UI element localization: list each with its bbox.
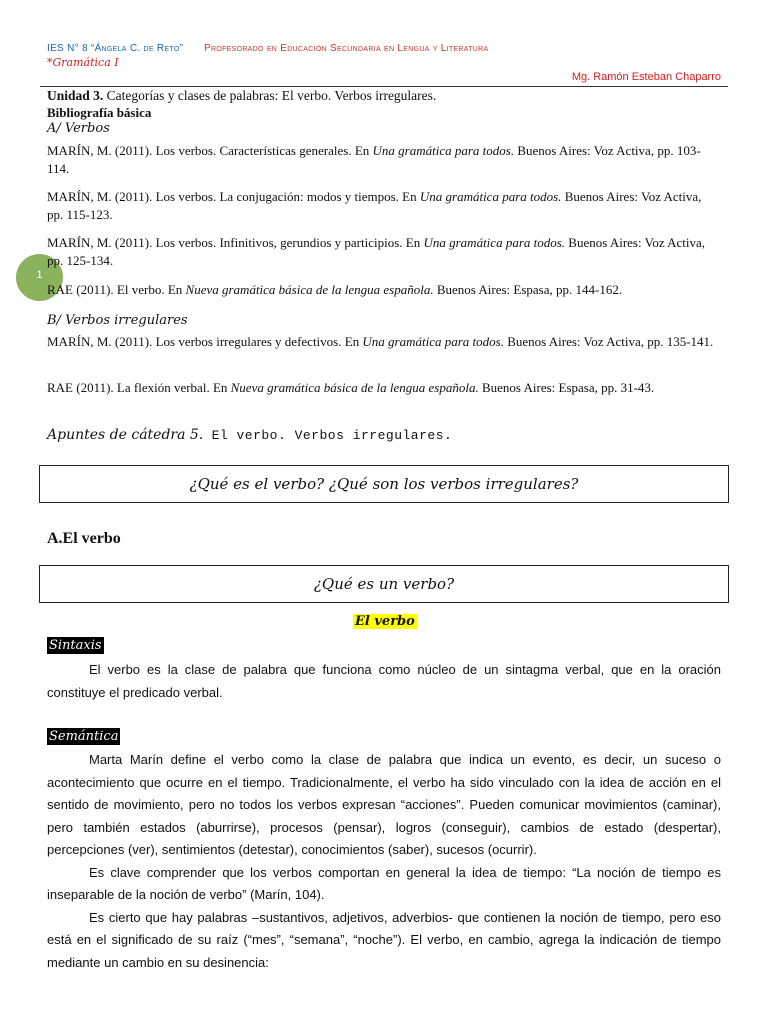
sintaxis-paragraph: El verbo es la clase de palabra que funciona como núcleo de un sintagma verbal, que en la oración constituye el predicado verbal.	[47, 662, 721, 700]
page-number-badge: 1	[16, 254, 63, 301]
header-subject: *Gramática I	[47, 56, 119, 69]
semantica-paragraph-1: Marta Marín define el verbo como la clase de palabra que indica un evento, es decir, un suceso o acontecimiento que ocurre en el tiempo. Tradicionalmente, el verbo ha sido vinculado con la idea de acción en el sentido de movimiento, pero no todos los verbos expresan “acciones”. Pueden comunicar movimientos (caminar), pero también estados (aburrirse), procesos (pensar), logros (conseguir), cambios de estado (despertar), percepciones (ver), sentimientos (detestar), conocimientos (saber), sucesos (ocurrir).	[47, 752, 721, 857]
semantica-paragraph-3: Es cierto que hay palabras –sustantivos, adjetivos, adverbios- que contienen la noción de tiempo, pero eso está en el significado de su raíz (“mes”, “semana”, “noche”). El verbo, en cambio, agrega la indicación de tiempo mediante un cambio en su desinencia:	[47, 909, 721, 970]
semantica-text	[47, 749, 721, 974]
reference-item: MARÍN, M. (2011). Los verbos irregulares y defectivos. En Una gramática para todos. Buenos Aires: Voz Activa, pp. 135-141.	[47, 334, 714, 349]
bibliography-section-b: B/ Verbos irregulares	[47, 313, 188, 328]
tag-sintaxis: Sintaxis	[49, 638, 102, 653]
bibliography-title: Bibliografía básica	[47, 105, 152, 120]
apuntes-heading	[47, 427, 452, 443]
section-heading-a: A.El verbo	[47, 530, 121, 547]
reference-item: MARÍN, M. (2011). Los verbos. Características generales. En Una gramática para todos. Buenos Aires: Voz Activa, pp. 103-114.	[47, 143, 701, 176]
tag-semantica: Semántica	[49, 729, 119, 744]
question-box-verb: ¿Qué es un verbo?	[39, 565, 729, 603]
apuntes-label: Apuntes de cátedra 5.	[47, 427, 204, 443]
unit-label: Unidad 3.	[47, 88, 104, 103]
header-institution: IES N° 8 “Ángela C. de Reto”	[47, 43, 184, 54]
question-box-main: ¿Qué es el verbo? ¿Qué son los verbos irregulares?	[39, 465, 729, 503]
unit-title: Categorías y clases de palabras: El verbo. Verbos irregulares.	[103, 88, 437, 103]
bibliography-section-a: A/ Verbos	[47, 121, 110, 136]
highlighted-title: El verbo	[355, 614, 415, 629]
reference-item: RAE (2011). La flexión verbal. En Nueva gramática básica de la lengua española. Buenos Aires: Espasa, pp. 31-43.	[47, 380, 655, 395]
reference-item: MARÍN, M. (2011). Los verbos. Infinitivos, gerundios y participios. En Una gramática para todos. Buenos Aires: Voz Activa, pp. 125-134.	[47, 235, 706, 268]
reference-item: RAE (2011). El verbo. En Nueva gramática básica de la lengua española. Buenos Aires: Espasa, pp. 144-162.	[47, 282, 623, 297]
header-program: Profesorado en Educación Secundaria en Lengua y Literatura	[204, 43, 489, 54]
unit-heading	[47, 88, 436, 104]
apuntes-title: El verbo. Verbos irregulares.	[203, 428, 453, 443]
header-author: Mg. Ramón Esteban Chaparro	[571, 71, 721, 83]
semantica-paragraph-2: Es clave comprender que los verbos comportan en general la idea de tiempo: “La noción de tiempo es inseparable de la noción de verbo” (Marín, 104).	[47, 864, 721, 902]
header-divider	[40, 86, 728, 87]
reference-item: MARÍN, M. (2011). Los verbos. La conjugación: modos y tiempos. En Una gramática para todos. Buenos Aires: Voz Activa, pp. 115-123.	[47, 189, 702, 222]
